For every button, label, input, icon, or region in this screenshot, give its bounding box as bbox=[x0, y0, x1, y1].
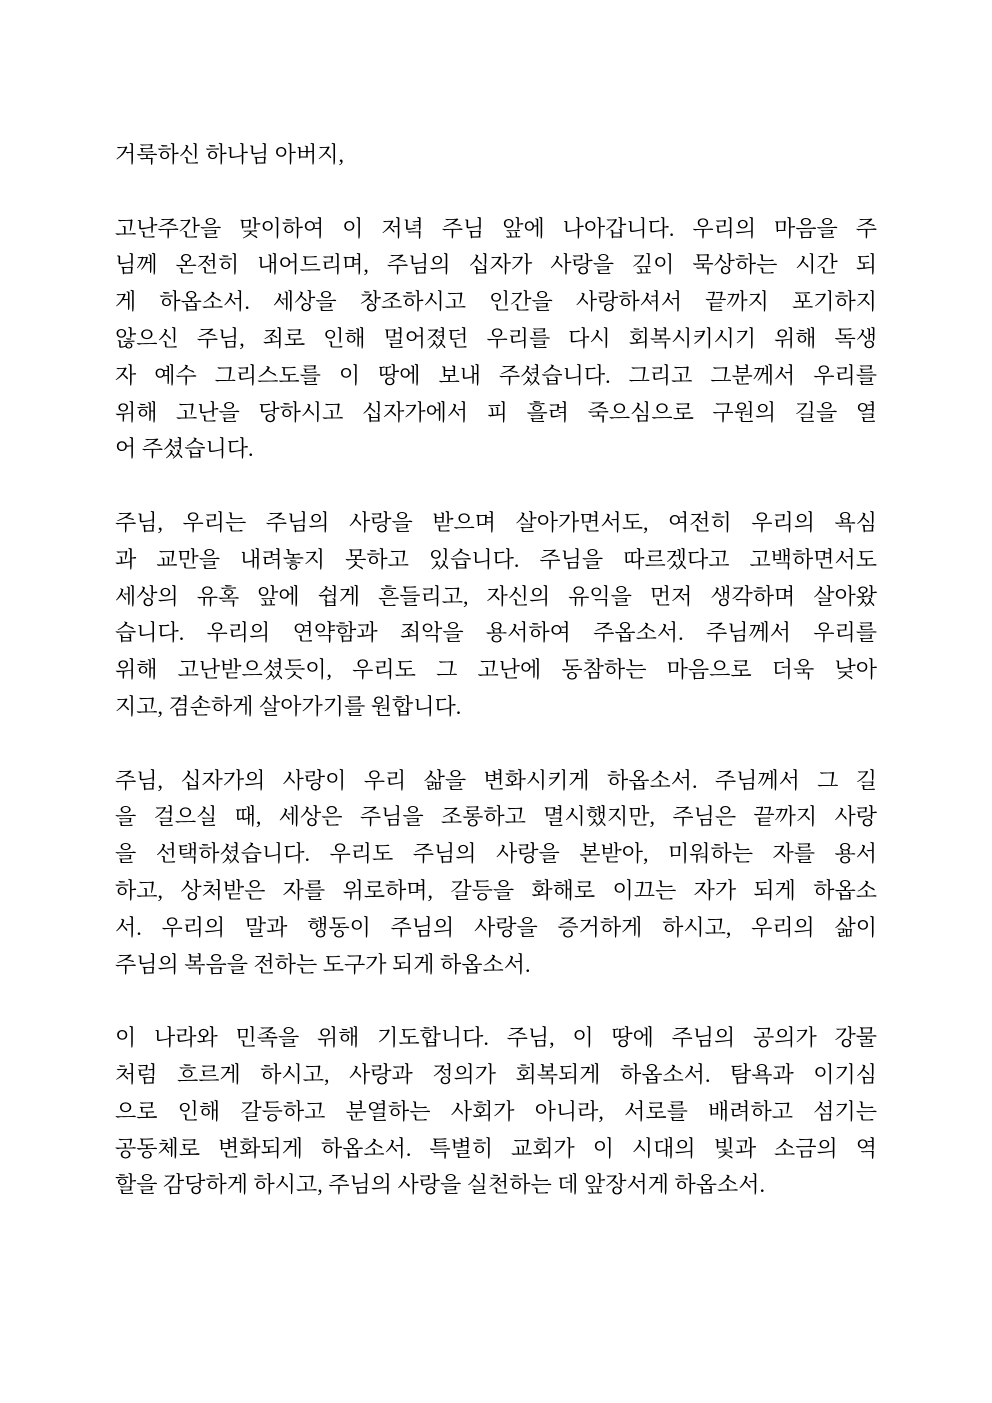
text-line: 어 주셨습니다. bbox=[115, 436, 254, 462]
document-text bbox=[115, 137, 877, 1204]
text-line: 할을 감당하게 하시고, 주님의 사랑을 실천하는 데 앞장서게 하옵소서. bbox=[115, 1172, 766, 1198]
paragraph bbox=[115, 505, 877, 726]
paragraph bbox=[115, 211, 877, 469]
text-line: 주님의 복음을 전하는 도구가 되게 하옵소서. bbox=[115, 951, 531, 977]
paragraph bbox=[115, 1020, 877, 1204]
text-line: 습니다. 우리의 연약함과 죄악을 용서하여 주옵소서. 주님께서 우리를 bbox=[115, 620, 877, 646]
text-line: 으로 인해 갈등하고 분열하는 사회가 아니라, 서로를 배려하고 섬기는 bbox=[115, 1098, 877, 1124]
text-line: 위해 고난받으셨듯이, 우리도 그 고난에 동참하는 마음으로 더욱 낮아 bbox=[115, 657, 877, 683]
text-line: 고난주간을 맞이하여 이 저녁 주님 앞에 나아갑니다. 우리의 마음을 주 bbox=[115, 215, 877, 241]
text-line: 거룩하신 하나님 아버지, bbox=[115, 142, 345, 167]
text-line: 공동체로 변화되게 하옵소서. 특별히 교회가 이 시대의 빛과 소금의 역 bbox=[115, 1135, 877, 1161]
text-line: 세상의 유혹 앞에 쉽게 흔들리고, 자신의 유익을 먼저 생각하며 살아왔 bbox=[115, 583, 877, 609]
paragraph bbox=[115, 763, 877, 984]
text-line: 처럼 흐르게 하시고, 사랑과 정의가 회복되게 하옵소서. 탐욕과 이기심 bbox=[115, 1061, 877, 1087]
text-line: 서. 우리의 말과 행동이 주님의 사랑을 증거하게 하시고, 우리의 삶이 bbox=[115, 914, 877, 940]
text-line: 님께 온전히 내어드리며, 주님의 십자가 사랑을 깊이 묵상하는 시간 되 bbox=[115, 252, 877, 278]
text-line: 게 하옵소서. 세상을 창조하시고 인간을 사랑하셔서 끝까지 포기하지 bbox=[115, 289, 877, 315]
text-line: 자 예수 그리스도를 이 땅에 보내 주셨습니다. 그리고 그분께서 우리를 bbox=[115, 362, 877, 388]
paragraph bbox=[115, 137, 877, 174]
text-line: 지고, 겸손하게 살아가기를 원합니다. bbox=[115, 693, 462, 719]
text-line: 과 교만을 내려놓지 못하고 있습니다. 주님을 따르겠다고 고백하면서도 bbox=[115, 546, 877, 572]
text-line: 위해 고난을 당하시고 십자가에서 피 흘려 죽으심으로 구원의 길을 열 bbox=[115, 399, 877, 425]
text-line: 하고, 상처받은 자를 위로하며, 갈등을 화해로 이끄는 자가 되게 하옵소 bbox=[115, 877, 877, 903]
text-line: 주님, 십자가의 사랑이 우리 삶을 변화시키게 하옵소서. 주님께서 그 길 bbox=[115, 767, 877, 793]
text-line: 주님, 우리는 주님의 사랑을 받으며 살아가면서도, 여전히 우리의 욕심 bbox=[115, 509, 877, 535]
text-line: 을 걸으실 때, 세상은 주님을 조롱하고 멸시했지만, 주님은 끝까지 사랑 bbox=[115, 804, 877, 830]
text-line: 을 선택하셨습니다. 우리도 주님의 사랑을 본받아, 미워하는 자를 용서 bbox=[115, 841, 877, 867]
text-line: 않으신 주님, 죄로 인해 멀어졌던 우리를 다시 회복시키시기 위해 독생 bbox=[115, 325, 877, 351]
text-line: 이 나라와 민족을 위해 기도합니다. 주님, 이 땅에 주님의 공의가 강물 bbox=[115, 1025, 877, 1051]
